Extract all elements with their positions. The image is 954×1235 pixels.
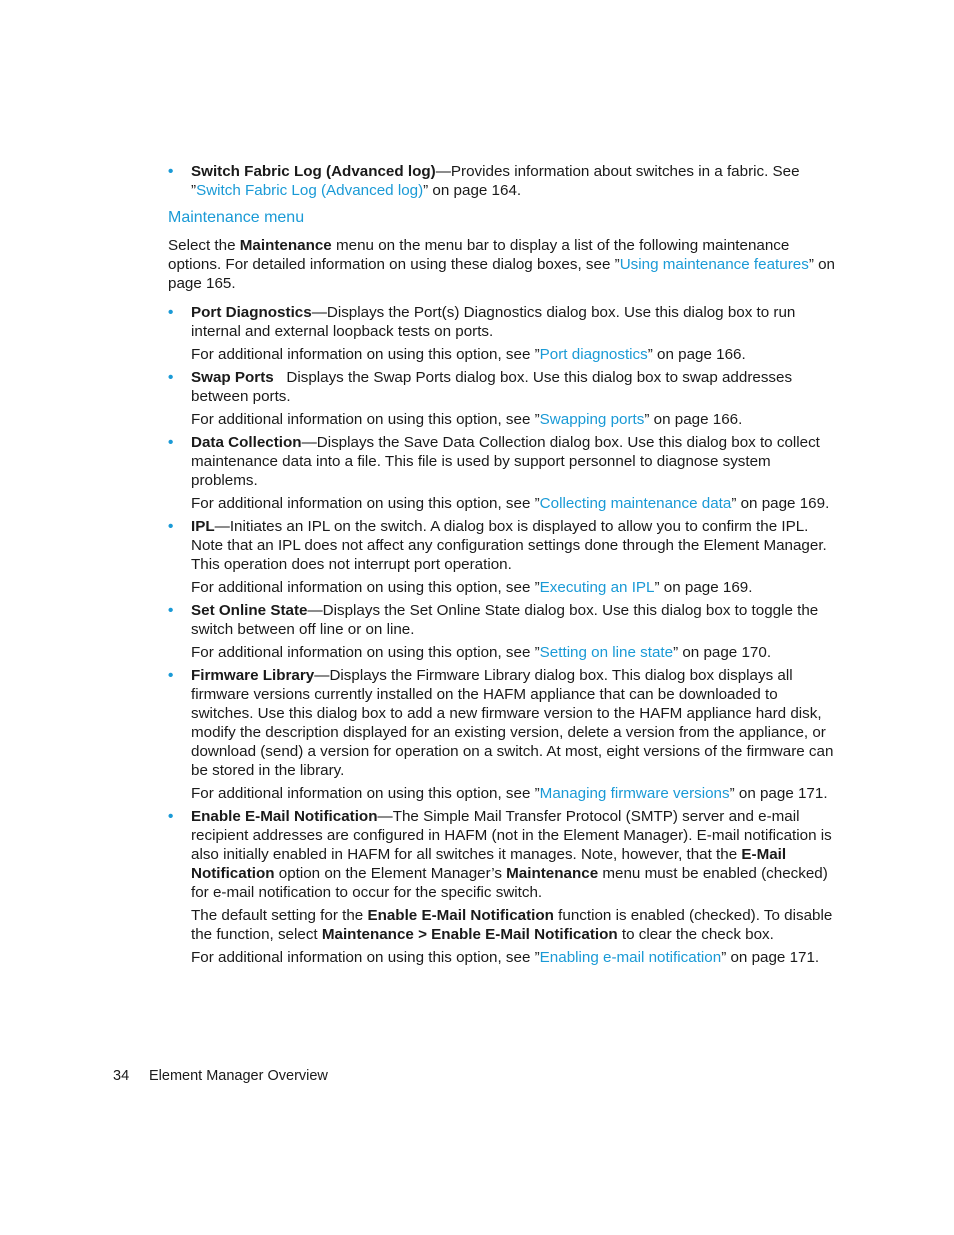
cross-reference-link[interactable]: Setting on line state bbox=[539, 644, 674, 661]
more-info-paragraph: For additional information on using this option, see ”Enabling e-mail notification” on page 171. bbox=[191, 949, 820, 966]
more-info-paragraph: For additional information on using this option, see ”Managing firmware versions” on page 171. bbox=[191, 785, 828, 802]
list-item: • Data Collection—Displays the Save Data Collection dialog box. Use this dialog box to collect maintenance data into a file. This file is used by support personnel to diagnose system problems. bbox=[168, 434, 825, 489]
cross-reference-link[interactable]: Swapping ports bbox=[539, 411, 645, 428]
bullet-icon: • bbox=[168, 434, 174, 451]
more-info-paragraph: For additional information on using this option, see ”Executing an IPL” on page 169. bbox=[191, 579, 753, 596]
bullet-icon: • bbox=[168, 808, 174, 825]
more-info-paragraph: For additional information on using this option, see ”Swapping ports” on page 166. bbox=[191, 411, 743, 428]
maintenance-list bbox=[168, 303, 836, 803]
page-number: 34 bbox=[113, 1068, 130, 1084]
list-item: • Port Diagnostics—Displays the Port(s) Diagnostics dialog box. Use this dialog box to run internal and external loopback tests on ports. bbox=[168, 304, 800, 340]
page-content bbox=[168, 162, 836, 971]
cross-reference-link[interactable]: Executing an IPL bbox=[539, 579, 655, 596]
cross-reference-link[interactable]: Managing firmware versions bbox=[539, 785, 730, 802]
cross-reference-link[interactable]: Port diagnostics bbox=[539, 346, 648, 363]
cross-reference-link[interactable]: Enabling e-mail notification bbox=[539, 949, 722, 966]
bullet-icon: • bbox=[168, 369, 174, 386]
item-title: Set Online State bbox=[191, 602, 308, 619]
more-info-paragraph: For additional information on using this option, see ”Collecting maintenance data” on page 169. bbox=[191, 495, 830, 512]
more-info-paragraph: For additional information on using this option, see ”Port diagnostics” on page 166. bbox=[191, 346, 746, 363]
item-title: IPL bbox=[191, 518, 215, 535]
item-title: Swap Ports bbox=[191, 369, 274, 386]
intro-paragraph: Select the Maintenance menu on the menu bar to display a list of the following maintenance options. For detailed information on using these dialog boxes, see ”Using maintenance features” on page 165. bbox=[168, 237, 835, 292]
item-title: Switch Fabric Log (Advanced log) bbox=[191, 163, 436, 180]
item-title: Data Collection bbox=[191, 434, 302, 451]
item-title: Firmware Library bbox=[191, 667, 315, 684]
footer-section-title: Element Manager Overview bbox=[149, 1068, 328, 1084]
bullet-icon: • bbox=[168, 667, 174, 684]
cross-reference-link[interactable]: Using maintenance features bbox=[619, 256, 809, 273]
bullet-icon: • bbox=[168, 163, 174, 180]
list-item: • Switch Fabric Log (Advanced log)—Provides information about switches in a fabric. See ”Switch Fabric Log (Advanced log)” on page 164. bbox=[168, 163, 800, 199]
bullet-icon: • bbox=[168, 602, 174, 619]
list-item: • IPL—Initiates an IPL on the switch. A dialog box is displayed to allow you to confirm the IPL. Note that an IPL does not affect any configuration settings done through the Element Manager. This operation does not interrupt port operation. bbox=[168, 518, 831, 573]
item-title: Port Diagnostics bbox=[191, 304, 312, 321]
page-footer bbox=[113, 1067, 328, 1085]
cross-reference-link[interactable]: Switch Fabric Log (Advanced log) bbox=[196, 182, 424, 199]
section-heading: Maintenance menu bbox=[168, 209, 305, 226]
more-info-paragraph: For additional information on using this option, see ”Setting on line state” on page 170. bbox=[191, 644, 772, 661]
list-item: • Set Online State—Displays the Set Online State dialog box. Use this dialog box to toggle the switch between off line or on line. bbox=[168, 602, 823, 638]
default-setting-paragraph: The default setting for the Enable E-Mail Notification function is enabled (checked). To disable the function, select Maintenance > Enable E-Mail Notification to clear the check box. bbox=[191, 907, 833, 943]
bullet-icon: • bbox=[168, 518, 174, 535]
cross-reference-link[interactable]: Collecting maintenance data bbox=[539, 495, 732, 512]
list-item: • Firmware Library—Displays the Firmware Library dialog box. This dialog box displays all firmware versions currently installed on the HAFM appliance that can be downloaded to switches. Use this dialog box to add a new firmware version to the HAFM appliance hard disk, modify the description displayed for an existing version, delete a version from the appliance, or download (send) a version for operation on a switch. At most, eight versions of the firmware can be stored in the library. bbox=[168, 667, 838, 779]
list-item: • Swap Ports Displays the Swap Ports dialog box. Use this dialog box to swap addresses between ports. bbox=[168, 369, 797, 405]
bullet-icon: • bbox=[168, 304, 174, 321]
list-item-email: • Enable E-Mail Notification—The Simple Mail Transfer Protocol (SMTP) server and e-mail recipient addresses are configured in HAFM (not in the Element Manager). E-mail notification is also initially enabled in HAFM for all switches it manages. Note, however, that the E-Mail Notification option on the Element Manager’s Maintenance menu must be enabled (checked) for e-mail notification to occur for the specific switch. bbox=[168, 808, 832, 901]
